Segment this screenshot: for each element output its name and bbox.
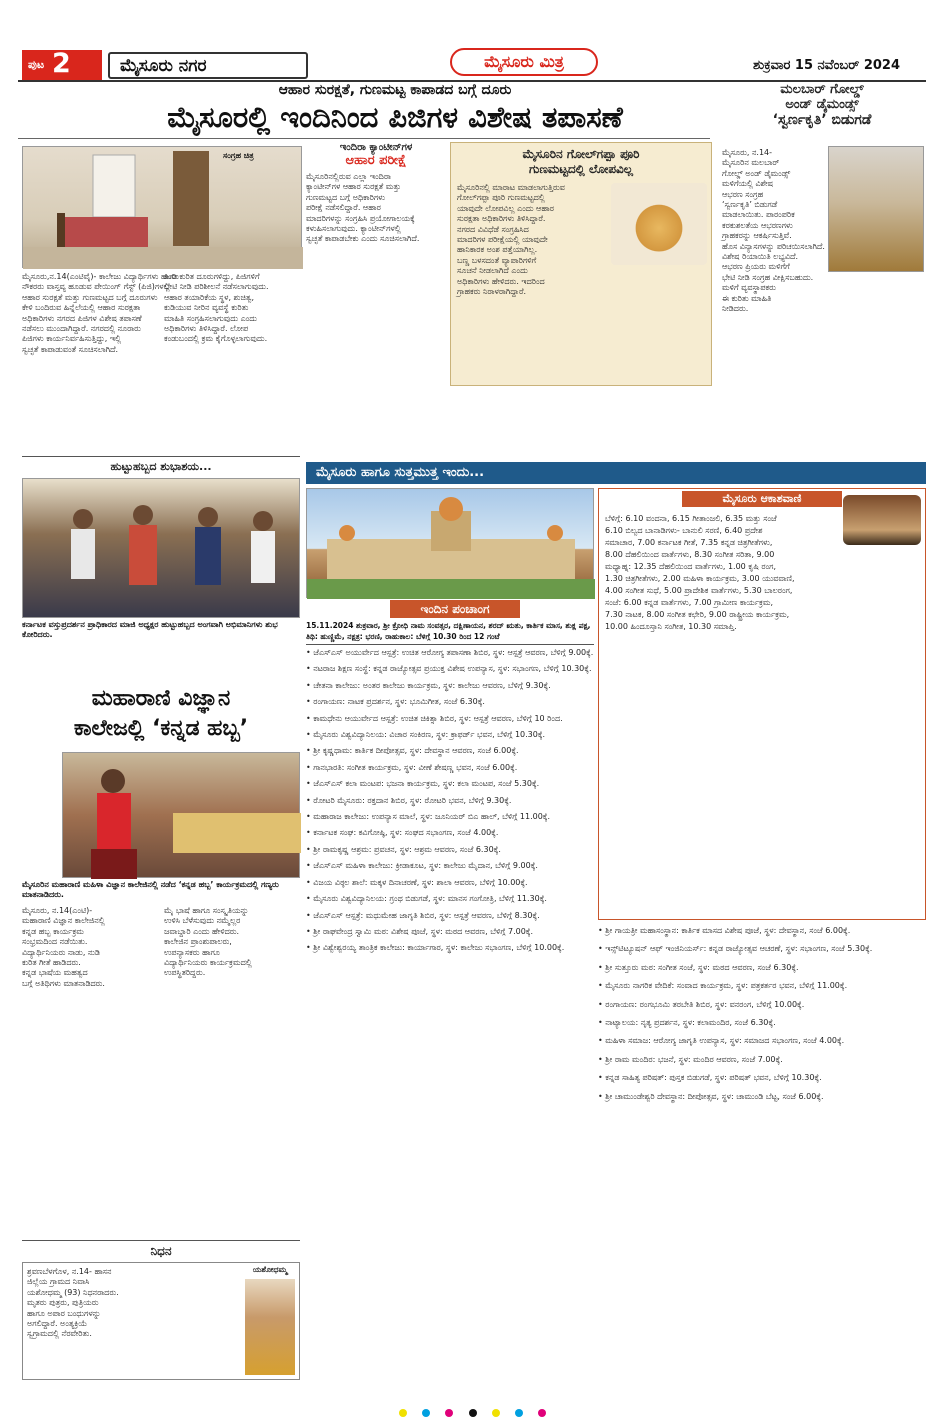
lead-line: ಸ್ವಚ್ಛತೆ ಕಾಪಾಡುವಂತೆ ಸೂಚಿಸಲಾಗಿದೆ. [22, 344, 119, 354]
events-list-right [598, 926, 926, 1388]
birthday-caption: ಕರ್ನಾಟಕ ವಸ್ತುಪ್ರದರ್ಶನ ಪ್ರಾಧಿಕಾರದ ಮಾಜಿ ಅಧ್ಯಕ್ಷರ ಹುಟ್ಟುಹಬ್ಬದ ಅಂಗವಾಗಿ ಅಭಿಮಾನಿಗಳು ಶುಭ ಕೋರಿದರು. [22, 620, 278, 639]
malabar-line: ‘ಸ್ವರ್ಣಕೃತಿ’ ಬಿಡುಗಡೆ [722, 200, 778, 210]
maharani-title-1: ಮಹಾರಾಣಿ ವಿಜ್ಞಾನ [91, 686, 231, 711]
event-item: • ಮೈಸೂರು ವಿಶ್ವವಿದ್ಯಾನಿಲಯ: ವಿಚಾರ ಸಂಕಿರಣ, ಸ್ಥಳ: ಕ್ರಾಫರ್ಡ್ ಭವನ, ಬೆಳಿಗ್ಗೆ 10.30ಕ್ಕೆ. [306, 730, 546, 740]
lead-line: ಮಾಹಿತಿ ಸಂಗ್ರಹಿಸಲಾಗುವುದು ಎಂದು [164, 313, 257, 323]
registration-dot-icon [445, 1409, 453, 1417]
golgappa-line: ಬಣ್ಣ ಬಳಸದಂತೆ ವ್ಯಾಪಾರಿಗಳಿಗೆ [457, 255, 537, 265]
event-item: • ಶ್ರೀ ಚಾಮುಂಡೇಶ್ವರಿ ದೇವಸ್ಥಾನ: ದೀಪೋತ್ಸವ, ಸ್ಥಳ: ಚಾಮುಂಡಿ ಬೆಟ್ಟ, ಸಂಜೆ 6.00ಕ್ಕೆ. [598, 1091, 824, 1101]
maharani-line: ವಿದ್ಯಾರ್ಥಿನಿಯರು ಕಾರ್ಯಕ್ರಮದಲ್ಲಿ [164, 958, 252, 968]
radio-line: 7.30 ನಾಟಕ, 8.00 ಸಂಗೀತ ಕಛೇರಿ, 9.00 ರಾಷ್ಟ್ರೀಯ ಕಾರ್ಯಕ್ರಮ, [605, 610, 790, 619]
radio-line: 1.30 ಚಿತ್ರಗೀತೆಗಳು, 2.00 ಮಹಿಳಾ ಕಾರ್ಯಕ್ರಮ, 3.00 ಯುವವಾಣಿ, [605, 574, 795, 583]
lead-body-col2 [164, 272, 302, 397]
radio-line: ಸಂಜೆ: 6.00 ಕನ್ನಡ ವಾರ್ತೆಗಳು, 7.00 ಗ್ರಾಮೀಣ ಕಾರ್ಯಕ್ರಮ, [605, 598, 774, 607]
lead-kicker: ಆಹಾರ ಸುರಕ್ಷತೆ, ಗುಣಮಟ್ಟ ಕಾಪಾಡದ ಬಗ್ಗೆ ದೂರು [278, 82, 512, 98]
maharani-line: ಉಪಸ್ಥಿತರಿದ್ದರು. [164, 968, 206, 978]
issue-date: ಶುಕ್ರವಾರ 15 ನವೆಂಬರ್ 2024 [752, 58, 900, 73]
room-illustration-icon [23, 147, 303, 269]
event-item: • ಗಾನಭಾರತಿ: ಸಂಗೀತ ಕಾರ್ಯಕ್ರಮ, ಸ್ಥಳ: ವೀಣೆ ಶೇಷಣ್ಣ ಭವನ, ಸಂಜೆ 6.00ಕ್ಕೆ. [306, 762, 518, 772]
maharani-line: ಸಂಭ್ರಮದಿಂದ ನಡೆಯಿತು. [22, 937, 88, 947]
radio-title: ಮೈಸೂರು ಆಕಾಶವಾಣಿ [682, 491, 842, 507]
panchang-line: ತಿಥಿ: ಹುಣ್ಣಿಮೆ, ನಕ್ಷತ್ರ: ಭರಣಿ, ರಾಹುಕಾಲ: ಬೆಳಿಗ್ಗೆ 10.30 ರಿಂದ 12 ಗಂಟೆ [306, 632, 500, 641]
events-banner: ಮೈಸೂರು ಹಾಗೂ ಸುತ್ತಮುತ್ತ ಇಂದು... [306, 462, 926, 484]
radio-line: 6.10 ಬಿಲ್ವದ ಬಾನಾಡಿಗಳು- ಬಾನುಲಿ ಸರಣಿ, 6.40 ಪ್ರದೇಶ [605, 526, 763, 535]
registration-dot-icon [515, 1409, 523, 1417]
malabar-title-2: ಅಂಡ್ ಡೈಮಂಡ್ಸ್ [785, 97, 859, 112]
event-item: • ಜೆಎಸ್ಎಸ್ ಅಯುರ್ವೇದ ಆಸ್ಪತ್ರೆ: ಉಚಿತ ಆರೋಗ್ಯ ತಪಾಸಣಾ ಶಿಬಿರ, ಸ್ಥಳ: ಆಸ್ಪತ್ರೆ ಆವರಣ, ಬೆಳಿಗ್ಗೆ 9.00ಕ್ಕೆ. [306, 648, 594, 657]
lead-line: ಆಹಾರ ತಯಾರಿಕೆಯ ಸ್ಥಳ, ಶುಚಿತ್ವ, [164, 292, 255, 302]
obituary-line: ಯಶೋಧಮ್ಮ (93) ನಿಧನರಾದರು. [27, 1287, 119, 1297]
obituary-heading: ನಿಧನ [150, 1244, 172, 1258]
lead-line: ತಿಂಡಿ ಕುರಿತ ದೂರುಗಳಿದ್ದು, ಪಿಜಿಗಳಿಗೆ [164, 272, 260, 281]
malabar-line: ಮಳಿಗೆಯಲ್ಲಿ ವಿಶೇಷ [722, 179, 774, 189]
lead-line: ಅಧಿಕಾರಿಗಳು ತಿಳಿಸಿದ್ದಾರೆ. ಲೋಪ [164, 324, 249, 334]
event-item: • ಶ್ರೀ ಕೃಷ್ಣಧಾಮ: ಕಾರ್ತಿಕ ದೀಪೋತ್ಸವ, ಸ್ಥಳ: ದೇವಸ್ಥಾನ ಆವರಣ, ಸಂಜೆ 6.00ಕ್ಕೆ. [306, 746, 519, 756]
event-item: • ಮಹಿಳಾ ಸಮಾಜ: ಆರೋಗ್ಯ ಜಾಗೃತಿ ಉಪನ್ಯಾಸ, ಸ್ಥಳ: ಸಮಾಜದ ಸಭಾಂಗಣ, ಸಂಜೆ 4.00ಕ್ಕೆ. [598, 1036, 845, 1046]
event-item: • ಶ್ರೀ ವಿಶ್ವೇಶ್ವರಯ್ಯ ತಾಂತ್ರಿಕ ಕಾಲೇಜು: ಕಾರ್ಯಾಗಾರ, ಸ್ಥಳ: ಕಾಲೇಜು ಸಭಾಂಗಣ, ಬೆಳಿಗ್ಗೆ 10.00ಕ್ಕೆ. [306, 943, 565, 953]
lead-line: ಆಹಾರ ಸುರಕ್ಷತೆ ಮತ್ತು ಗುಣಮಟ್ಟದ ಬಗ್ಗೆ ದೂರುಗಳು [22, 292, 158, 302]
maharani-line: ಉಳಿಸಿ ಬೆಳೆಸುವುದು ನಮ್ಮೆಲ್ಲರ [164, 916, 241, 926]
malabar-line: ಈ ಕುರಿತು ಮಾಹಿತಿ [722, 293, 772, 303]
event-item: • ನಟರಾಜ ಶಿಕ್ಷಣ ಸಂಸ್ಥೆ: ಕನ್ನಡ ರಾಜ್ಯೋತ್ಸವ ಪ್ರಯುಕ್ತ ವಿಶೇಷ ಉಪನ್ಯಾಸ, ಸ್ಥಳ: ಸಭಾಂಗಣ, ಬೆಳಿಗ್ಗೆ 10.30ಕ್ಕೆ. [306, 664, 592, 674]
golgappa-line: ನಗರದ ವಿವಿಧೆಡೆ ಸಂಗ್ರಹಿಸಿದ [457, 224, 529, 234]
radio-line: ಬೆಳಿಗ್ಗೆ: 6.10 ವಂದನಾ, 6.15 ಗೀತಾಂಜಲಿ, 6.35 ಮತ್ತು ಸಂಜೆ [605, 514, 777, 523]
maharani-photo [62, 752, 300, 878]
mysore-palace-photo [306, 488, 594, 598]
indira-line: ಗುಣಮಟ್ಟದ ಬಗ್ಗೆ ಅಧಿಕಾರಿಗಳು [306, 192, 386, 202]
speaker-illustration-icon [63, 753, 301, 879]
panchang-line: 15.11.2024 ಶುಕ್ರವಾರ, ಶ್ರೀ ಕ್ರೋಧಿ ನಾಮ ಸಂವತ್ಸರ, ದಕ್ಷಿಣಾಯನ, ಶರದ್ ಋತು, ಕಾರ್ತಿಕ ಮಾಸ, ಶುಕ್ಲ ಪಕ್ಷ, [306, 621, 591, 630]
birthday-heading: ಹುಟ್ಟುಹಬ್ಬದ ಶುಭಾಶಯ... [110, 460, 212, 473]
event-item: • ವಿಜಯ ವಿಠ್ಠಲ ಶಾಲೆ: ಮಕ್ಕಳ ದಿನಾಚರಣೆ, ಸ್ಥಳ: ಶಾಲಾ ಆವರಣ, ಬೆಳಿಗ್ಗೆ 10.00ಕ್ಕೆ. [306, 877, 528, 887]
radio-body [605, 513, 921, 915]
lead-line: ಪಿಜಿಗಳು ಕಾರ್ಯನಿರ್ವಹಿಸುತ್ತಿದ್ದು, ಇಲ್ಲಿ [22, 334, 122, 344]
radio-line: 10.00 ಹಿಂದೂಸ್ತಾನಿ ಸಂಗೀತ, 10.30 ಸಮಾಪ್ತಿ. [605, 622, 737, 631]
registration-dot-icon [422, 1409, 430, 1417]
malabar-line: ಭೇಟಿ ನೀಡಿ ಸಂಗ್ರಹ ವೀಕ್ಷಿಸಬಹುದು. [722, 272, 814, 282]
malabar-line: ಕರಕುಶಲತೆಯ ಆಭರಣಗಳು [722, 220, 793, 230]
obituary-rule [22, 1240, 300, 1241]
obituary-line: ಮೃತರು ಪುತ್ರರು, ಪುತ್ರಿಯರು [27, 1298, 99, 1308]
lead-line: ಕೇಳಿ ಬಂದಿರುವ ಹಿನ್ನೆಲೆಯಲ್ಲಿ ಆಹಾರ ಸುರಕ್ಷತಾ [22, 303, 141, 313]
maharani-body-col2 [164, 906, 300, 1026]
malabar-line: ಮಳಿಗೆ ವ್ಯವಸ್ಥಾಪಕರು [722, 283, 776, 293]
print-registration-dots [0, 1402, 945, 1421]
indira-line: ಮಾದರಿಗಳನ್ನು ಸಂಗ್ರಹಿಸಿ ಪ್ರಯೋಗಾಲಯಕ್ಕೆ [306, 213, 415, 223]
event-item: • ಜೆಎಸ್ಎಸ್ ಮಹಿಳಾ ಕಾಲೇಜು: ಕ್ರೀಡಾಕೂಟ, ಸ್ಥಳ: ಕಾಲೇಜು ಮೈದಾನ, ಬೆಳಿಗ್ಗೆ 9.00ಕ್ಕೆ. [306, 861, 538, 871]
registration-dot-icon [469, 1409, 477, 1417]
radio-line: 8.00 ದೆಹಲಿಯಿಂದ ವಾರ್ತೆಗಳು, 8.30 ಸಂಗೀತ ಸರಿತಾ, 9.00 [605, 550, 775, 559]
malabar-line: ನೀಡಿದರು. [722, 304, 749, 314]
indira-body [306, 172, 446, 245]
lead-line: ಕಂಡುಬಂದಲ್ಲಿ ಕ್ರಮ ಕೈಗೊಳ್ಳಲಾಗುವುದು. [164, 334, 268, 344]
golgappa-box [450, 142, 712, 386]
indira-line: ಮೈಸೂರಿನಲ್ಲಿರುವ ಎಲ್ಲಾ ಇಂದಿರಾ [306, 172, 391, 181]
page-number: 2 [52, 48, 71, 79]
event-item: • ರಂಗಾಯಣ: ನಾಟಕ ಪ್ರದರ್ಶನ, ಸ್ಥಳ: ಭೂಮಿಗೀತ, ಸಂಜೆ 6.30ಕ್ಕೆ. [306, 697, 485, 707]
pg-room-photo [22, 146, 302, 268]
event-item: • ಶ್ರೀ ಗಾಯತ್ರೀ ಮಹಾಸಂಸ್ಥಾನ: ಕಾರ್ತಿಕ ಮಾಸದ ವಿಶೇಷ ಪೂಜೆ, ಸ್ಥಳ: ದೇವಸ್ಥಾನ, ಸಂಜೆ 6.00ಕ್ಕೆ. [598, 926, 851, 935]
golgappa-line: ಸುರಕ್ಷತಾ ಅಧಿಕಾರಿಗಳು ತಿಳಿಸಿದ್ದಾರೆ. [457, 214, 546, 224]
palace-illustration-icon [307, 489, 595, 599]
indira-line: ಕಳುಹಿಸಲಾಗುವುದು. ಕ್ಯಾಂಟೀನ್‌ಗಳಲ್ಲಿ [306, 224, 401, 234]
obituary-photo [245, 1279, 295, 1375]
obituary-line: ಶ್ರವಣಬೆಳಗೊಳ, ನ.14- ಹಾಸನ [27, 1267, 112, 1276]
lead-body-col1 [22, 272, 179, 397]
event-item: • ಮಹಾರಾಜ ಕಾಲೇಜು: ಉಪನ್ಯಾಸ ಮಾಲೆ, ಸ್ಥಳ: ಜೂನಿಯರ್ ಬಿಎ ಹಾಲ್, ಬೆಳಿಗ್ಗೆ 11.00ಕ್ಕೆ. [306, 812, 551, 822]
maharani-line: ವಿದ್ಯಾರ್ಥಿನಿಯರು ನಾಡು, ನುಡಿ [22, 947, 100, 957]
lead-line: ಮೈಸೂರು,ನ.14(ಎಂಟಿವೈ)- ಕಾಲೇಜು ವಿದ್ಯಾರ್ಥಿಗಳು ಹಾಗೂ [22, 272, 179, 281]
malabar-line: ಆಭರಣ ಸಂಗ್ರಹ [722, 189, 764, 199]
lead-headline: ಮೈಸೂರಲ್ಲಿ ಇಂದಿನಿಂದ ಪಿಜಿಗಳ ವಿಶೇಷ ತಪಾಸಣೆ [167, 100, 623, 134]
event-item: • ಮೈಸೂರು ನಾಗರಿಕ ವೇದಿಕೆ: ಸಂವಾದ ಕಾರ್ಯಕ್ರಮ, ಸ್ಥಳ: ಪತ್ರಕರ್ತರ ಭವನ, ಬೆಳಿಗ್ಗೆ 11.00ಕ್ಕೆ. [598, 981, 848, 991]
obituary-line: ಹಾಗೂ ಅಪಾರ ಬಂಧುಗಳನ್ನು [27, 1308, 101, 1318]
event-item: • ಕರ್ನಾಟಕ ಸಂಘ: ಕವಿಗೋಷ್ಠಿ, ಸ್ಥಳ: ಸಂಘದ ಸಭಾಂಗಣ, ಸಂಜೆ 4.00ಕ್ಕೆ. [306, 828, 499, 838]
maharani-title-2: ಕಾಲೇಜಲ್ಲಿ ‘ಕನ್ನಡ ಹಬ್ಬ’ [73, 716, 249, 741]
malabar-line: ವಿಶೇಷ ರಿಯಾಯಿತಿ ಲಭ್ಯವಿದೆ. [722, 252, 799, 262]
obituary-body [27, 1267, 241, 1377]
lead-line: ನೌಕರರು ವಾಸ್ತವ್ಯ ಹೂಡುವ ಪೇಯಿಂಗ್ ಗೆಸ್ಟ್ (ಪಿಜಿ)ಗಳಲ್ಲಿ [22, 282, 170, 292]
golgappa-title-2: ಗುಣಮಟ್ಟದಲ್ಲಿ ಲೋಪವಿಲ್ಲ [529, 162, 633, 176]
event-item: • ಮೈಸೂರು ವಿಶ್ವವಿದ್ಯಾನಿಲಯ: ಗ್ರಂಥ ಬಿಡುಗಡೆ, ಸ್ಥಳ: ಮಾನಸ ಗಂಗೋತ್ರಿ, ಬೆಳಿಗ್ಗೆ 11.30ಕ್ಕೆ. [306, 894, 547, 904]
lead-line: ಕುಡಿಯುವ ನೀರಿನ ವ್ಯವಸ್ಥೆ ಕುರಿತು [164, 303, 249, 313]
malabar-line: ಹೊಸ ವಿನ್ಯಾಸಗಳನ್ನು ಪರಿಚಯಿಸಲಾಗಿದೆ. [722, 241, 825, 251]
indira-headline: ಆಹಾರ ಪರೀಕ್ಷೆ [345, 153, 407, 168]
malabar-line: ಗೋಲ್ಡ್ ಅಂಡ್ ಡೈಮಂಡ್ಸ್ [722, 168, 791, 178]
malabar-body [722, 148, 824, 478]
obituary-line: ಅಗಲಿದ್ದಾರೆ. ಅಂತ್ಯಕ್ರಿಯೆ [27, 1319, 88, 1329]
golgappa-line: ಸೂಚನೆ ನೀಡಲಾಗಿದೆ ಎಂದು [457, 266, 528, 276]
indira-kicker: ಇಂದಿರಾ ಕ್ಯಾಂಟೀನ್‌ಗಳ [339, 142, 413, 153]
registration-dot-icon [399, 1409, 407, 1417]
lead-line: ನಡೆಸಲು ಮುಂದಾಗಿದ್ದಾರೆ. ನಗರದಲ್ಲಿ ನೂರಾರು [22, 324, 141, 334]
malabar-title-3: ‘ಸ್ವರ್ಣಕೃತಿ’ ಬಿಡುಗಡೆ [772, 112, 872, 128]
panchang-rule [306, 644, 594, 645]
page-number-tag [22, 50, 102, 80]
golgappa-line: ಮಾದರಿಗಳ ಪರೀಕ್ಷೆಯಲ್ಲಿ ಯಾವುದೇ [457, 235, 548, 245]
maharani-line: ಜವಾಬ್ದಾರಿ ಎಂದು ಹೇಳಿದರು. [164, 926, 240, 936]
malabar-line: ಮೈಸೂರಿನ ಮಲಬಾರ್ [722, 158, 780, 168]
panchang-details [306, 620, 594, 642]
registration-dot-icon [492, 1409, 500, 1417]
obituary-name: ಯಶೋಧಮ್ಮ [252, 1265, 288, 1274]
maharani-line: ಮೈಸೂರು, ನ.14(ಎಂಟಿ)- [22, 906, 93, 915]
golgappa-line: ಅಧಿಕಾರಿಗಳು ಹೇಳಿದರು. ಇದರಿಂದ [457, 276, 545, 286]
event-item: • ರಂಗಾಯಣ: ರಂಗಭೂಮಿ ತರಬೇತಿ ಶಿಬಿರ, ಸ್ಥಳ: ವನರಂಗ, ಬೆಳಿಗ್ಗೆ 10.00ಕ್ಕೆ. [598, 999, 805, 1009]
birthday-photo [22, 478, 300, 618]
radio-line: 4.00 ಸಂಗೀತ ಸುಧೆ, 5.00 ಪ್ರಾದೇಶಿಕ ವಾರ್ತೆಗಳು, 5.30 ಬಾಲರಂಗ, [605, 586, 793, 595]
event-item: • ಶ್ರೀ ರಾಘವೇಂದ್ರ ಸ್ವಾಮಿ ಮಠ: ವಿಶೇಷ ಪೂಜೆ, ಸ್ಥಳ: ಮಠದ ಆವರಣ, ಬೆಳಿಗ್ಗೆ 7.00ಕ್ಕೆ. [306, 926, 534, 936]
radio-line: ಮಧ್ಯಾಹ್ನ: 12.35 ದೆಹಲಿಯಿಂದ ವಾರ್ತೆಗಳು, 1.00 ಕೃಷಿ ರಂಗ, [605, 562, 776, 571]
panchang-title: ಇಂದಿನ ಪಂಚಾಂಗ [390, 600, 520, 618]
indira-line: ಪರೀಕ್ಷೆ ನಡೆಸಲಿದ್ದಾರೆ. ಆಹಾರ [306, 203, 381, 213]
malabar-line: ಗ್ರಾಹಕರನ್ನು ಆಕರ್ಷಿಸುತ್ತಿವೆ. [722, 231, 792, 241]
maharani-line: ಬಗ್ಗೆ ಅತಿಥಿಗಳು ಮಾತನಾಡಿದರು. [22, 978, 105, 988]
golgappa-line: ಮೈಸೂರಿನಲ್ಲಿ ಮಾರಾಟ ಮಾಡಲಾಗುತ್ತಿರುವ [457, 183, 565, 192]
maharani-line: ಕುರಿತ ಗೀತೆ ಹಾಡಿದರು. [22, 958, 81, 968]
obituary-line: ಜಿಲ್ಲೆಯ ಗ್ರಾಮದ ನಿವಾಸಿ [27, 1277, 90, 1287]
malabar-line: ಮೈಸೂರು, ನ.14- [722, 148, 773, 157]
golgappa-line: ಗೋಲ್‌ಗಪ್ಪಾ ಪೂರಿ ಗುಣಮಟ್ಟದಲ್ಲಿ [457, 193, 545, 203]
malabar-line: ಮಾಡಲಾಯಿತು. ಪಾರಂಪರಿಕ [722, 210, 795, 220]
indira-line: ಸ್ವಚ್ಛತೆ ಕಾಪಾಡಬೇಕು ಎಂದು ಸೂಚಿಸಲಾಗಿದೆ. [306, 234, 420, 244]
golgappa-body [457, 183, 607, 381]
radio-box [598, 488, 926, 920]
crowd-illustration-icon [23, 479, 301, 619]
lead-rule [18, 138, 710, 139]
golgappa-title-1: ಮೈಸೂರಿನ ಗೋಲ್‌ಗಪ್ಪಾ ಪೂರಿ [522, 147, 640, 161]
golgappa-photo [611, 183, 707, 265]
event-item: • ಶ್ರೀ ರಾಮಕೃಷ್ಣ ಆಶ್ರಮ: ಪ್ರವಚನ, ಸ್ಥಳ: ಆಶ್ರಮ ಆವರಣ, ಸಂಜೆ 6.30ಕ್ಕೆ. [306, 844, 501, 854]
maharani-line: ಉಪನ್ಯಾಸಕರು ಹಾಗೂ [164, 947, 220, 957]
radio-line: ಸಮಾಚಾರ, 7.00 ಕರ್ನಾಟಕ ಗೀತೆ, 7.35 ಕನ್ನಡ ಚಿತ್ರಗೀತೆಗಳು, [605, 538, 773, 547]
maharani-body-col1 [22, 906, 158, 1026]
maharani-line: ಕಾಲೇಜಿನ ಪ್ರಾಂಶುಪಾಲರು, [164, 937, 232, 947]
lead-line: ಅಧಿಕಾರಿಗಳು ನಗರದ ಪಿಜಿಗಳ ವಿಶೇಷ ತಪಾಸಣೆ [22, 313, 142, 323]
event-item: • ಶ್ರೀ ಸುತ್ತೂರು ಮಠ: ಸಂಗೀತ ಸಂಜೆ, ಸ್ಥಳ: ಮಠದ ಆವರಣ, ಸಂಜೆ 6.30ಕ್ಕೆ. [598, 962, 799, 972]
malabar-line: ಆಭರಣ ಪ್ರಿಯರು ಮಳಿಗೆಗೆ [722, 262, 790, 272]
lead-line: ಭೇಟಿ ನೀಡಿ ಪರಿಶೀಲನೆ ನಡೆಸಲಾಗುವುದು. [164, 282, 269, 292]
indira-canteen-story [306, 142, 446, 396]
malabar-title-1: ಮಲಬಾರ್ ಗೋಲ್ಡ್ [780, 82, 864, 97]
malabar-model-photo [828, 146, 924, 272]
event-item: • ರೋಟರಿ ಮೈಸೂರು: ರಕ್ತದಾನ ಶಿಬಿರ, ಸ್ಥಳ: ರೋಟರಿ ಭವನ, ಬೆಳಿಗ್ಗೆ 9.30ಕ್ಕೆ. [306, 795, 512, 805]
masthead-logo: ಮೈಸೂರು ಮಿತ್ರ [450, 48, 598, 76]
maharani-line: ಮಹಾರಾಣಿ ವಿಜ್ಞಾನ ಕಾಲೇಜಿನಲ್ಲಿ [22, 916, 105, 926]
section-title: ಮೈಸೂರು ನಗರ [108, 52, 308, 79]
obituary-line: ಸ್ವಗ್ರಾಮದಲ್ಲಿ ನೆರವೇರಿತು. [27, 1329, 92, 1339]
event-item: • ನಾಟ್ಯಾಲಯ: ನೃತ್ಯ ಪ್ರದರ್ಶನ, ಸ್ಥಳ: ಕಲಾಮಂದಿರ, ಸಂಜೆ 6.30ಕ್ಕೆ. [598, 1018, 776, 1028]
maharani-caption: ಮೈಸೂರಿನ ಮಹಾರಾಣಿ ಮಹಿಳಾ ವಿಜ್ಞಾನ ಕಾಲೇಜಿನಲ್ಲಿ ನಡೆದ ‘ಕನ್ನಡ ಹಬ್ಬ’ ಕಾರ್ಯಕ್ರಮದಲ್ಲಿ ಗಣ್ಯರು ಮಾತನಾಡಿದರು. [22, 880, 279, 899]
registration-dot-icon [538, 1409, 546, 1417]
maharani-line: ಕನ್ನಡ ಭಾಷೆಯ ಮಹತ್ವದ [22, 968, 88, 978]
golgappa-line: ಹಾನಿಕಾರಕ ಅಂಶ ಪತ್ತೆಯಾಗಿಲ್ಲ. [457, 245, 538, 255]
event-item: • ಶ್ರೀ ರಾಮ ಮಂದಿರ: ಭಜನೆ, ಸ್ಥಳ: ಮಂದಿರ ಆವರಣ, ಸಂಜೆ 7.00ಕ್ಕೆ. [598, 1054, 783, 1064]
event-item: • ಜೆಎಸ್ಎಸ್ ಕಲಾ ಮಂಟಪ: ಭಜನಾ ಕಾರ್ಯಕ್ರಮ, ಸ್ಥಳ: ಕಲಾ ಮಂಟಪ, ಸಂಜೆ 5.30ಕ್ಕೆ. [306, 779, 540, 789]
maharani-line: ಕನ್ನಡ ಹಬ್ಬ ಕಾರ್ಯಕ್ರಮ [22, 926, 84, 936]
malabar-story [718, 82, 926, 482]
event-item: • ಕನ್ನಡ ಸಾಹಿತ್ಯ ಪರಿಷತ್: ಪುಸ್ತಕ ಬಿಡುಗಡೆ, ಸ್ಥಳ: ಪರಿಷತ್ ಭವನ, ಬೆಳಿಗ್ಗೆ 10.30ಕ್ಕೆ. [598, 1073, 822, 1083]
obituary-box [22, 1262, 300, 1380]
event-item: • ಚೇತನಾ ಕಾಲೇಜು: ಅಂತರ ಕಾಲೇಜು ಕಾರ್ಯಕ್ರಮ, ಸ್ಥಳ: ಕಾಲೇಜು ಆವರಣ, ಬೆಳಿಗ್ಗೆ 9.30ಕ್ಕೆ. [306, 680, 551, 690]
golgappa-line: ಗ್ರಾಹಕರು ನಿರಾಳರಾಗಿದ್ದಾರೆ. [457, 287, 527, 297]
event-item: • ಕಾಮಧೇನು ಆಯುರ್ವೇದ ಆಸ್ಪತ್ರೆ: ಉಚಿತ ಚಿಕಿತ್ಸಾ ಶಿಬಿರ, ಸ್ಥಳ: ಆಸ್ಪತ್ರೆ ಆವರಣ, ಬೆಳಿಗ್ಗೆ 10 ರಿಂದ. [306, 713, 563, 723]
maharani-line: ಮೈ ಭಾಷೆ ಹಾಗೂ ಸಂಸ್ಕೃತಿಯನ್ನು [164, 906, 249, 915]
indira-line: ಕ್ಯಾಂಟೀನ್‌ಗಳ ಆಹಾರ ಸುರಕ್ಷತೆ ಮತ್ತು [306, 182, 401, 192]
photo-credit: ಸಂಗ್ರಹ ಚಿತ್ರ [223, 151, 254, 160]
event-item: • ಜೆಎಸ್ಎಸ್ ಆಸ್ಪತ್ರೆ: ಮಧುಮೇಹ ಜಾಗೃತಿ ಶಿಬಿರ, ಸ್ಥಳ: ಆಸ್ಪತ್ರೆ ಆವರಣ, ಬೆಳಿಗ್ಗೆ 8.30ಕ್ಕೆ. [306, 910, 540, 920]
birthday-rule [22, 456, 300, 457]
event-item: • ಇನ್ಸ್‌ಟಿಟ್ಯೂಷನ್ ಆಫ್ ಇಂಜಿನಿಯರ್ಸ್: ಕನ್ನಡ ರಾಜ್ಯೋತ್ಸವ ಆಚರಣೆ, ಸ್ಥಳ: ಸಭಾಂಗಣ, ಸಂಜೆ 5.30ಕ್ಕೆ. [598, 944, 873, 954]
golgappa-line: ಯಾವುದೇ ಲೋಪವಿಲ್ಲ ಎಂದು ಆಹಾರ [457, 203, 554, 213]
events-list [306, 648, 594, 1388]
page-label: ಪುಟ [28, 58, 45, 71]
